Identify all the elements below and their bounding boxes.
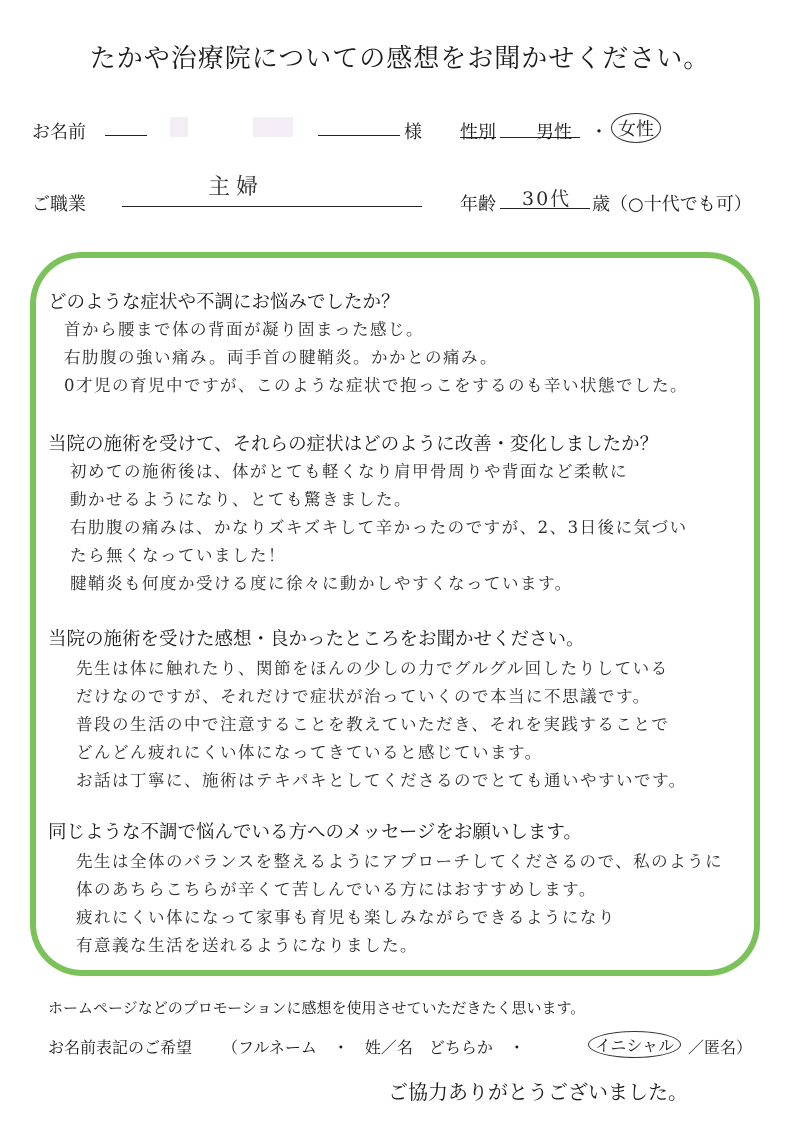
question-improvement: 当院の施術を受けて、それらの症状はどのように改善・変化しましたか？ [48,434,659,455]
answer-line: 先生は体に触れたり、関節をほんの少しの力でグルグル回したりしている [76,659,669,678]
answer-line: 初めての施術後は、体がとても軽くなり肩甲骨周りや背面など柔軟に [70,462,628,481]
answer-line: 先生は全体のバランスを整えるようにアプローチしてくださるので、私のように [76,852,724,871]
thanks-message: ご協力ありがとうございました。 [388,1080,688,1104]
answer-line: 0才児の育児中ですが、このような症状で抱っこをするのも辛い状態でした。 [64,376,688,395]
gender-label: 性別 [460,122,496,143]
answer-line: 右肋腹の痛みは、かなりズキズキして辛かったのですが、2、3日後に気づい [70,518,688,537]
gender-underline [500,137,580,138]
answer-line: 腱鞘炎も何度か受ける度に徐々に動かしやすくなっています。 [70,574,573,593]
gender-label-underline [460,137,496,138]
name-pref-label: お名前表記のご希望 [48,1038,193,1057]
gender-female-circled: 女性 [611,113,661,143]
answer-line: 有意義な生活を送れるようになりました。 [76,936,418,955]
occupation-label: ご職業 [32,194,86,215]
redaction-mark [170,117,188,137]
answer-line: 動かせるようになり、とても驚きました。 [70,490,412,509]
name-pref-anonymous: ／匿名） [688,1038,753,1057]
age-value: 30代 [522,188,572,210]
answer-line: 普段の生活の中で注意することを教えていただき、それを実践することで [76,715,670,734]
gender-separator: ・ [590,122,608,143]
answer-line: 体のあちらこちらが辛くて苦しんでいる方にはおすすめします。 [76,880,597,899]
age-label: 年齢 [460,194,496,215]
question-message: 同じような不調で悩んでいる方へのメッセージをお願いします。 [48,822,582,843]
answer-line: どんどん疲れにくい体になってきていると感じています。 [76,743,543,762]
occupation-underline [122,206,422,207]
age-underline [500,208,590,209]
question-symptoms: どのような症状や不調にお悩みでしたか？ [48,292,400,313]
answer-line: だけなのですが、それだけで症状が治っていくので本当に不思議です。 [76,687,651,706]
name-label: お名前 [32,122,86,143]
name-suffix: 様 [404,122,422,143]
name-underline-1 [105,135,147,136]
name-pref-options: （フルネーム ・ 姓／名 どちらか ・ [222,1038,525,1057]
answer-line: お話は丁寧に、施術はテキパキとしてくださるのでとても通いやすいです。 [76,771,687,790]
age-suffix: 歳（○十代でも可） [592,194,752,215]
name-underline-2 [318,135,400,136]
answer-line: 首から腰まで体の背面が凝り固まった感じ。 [64,320,424,339]
question-impressions: 当院の施術を受けた感想・良かったところをお聞かせください。 [48,629,585,650]
answer-line: たら無くなっていました！ [70,546,286,565]
answer-line: 疲れにくい体になって家事も育児も楽しみながらできるようになり [76,908,616,927]
answer-line: 右肋腹の強い痛み。両手首の腱鞘炎。かかとの痛み。 [64,348,498,367]
form-title: たかや治療院についての感想をお聞かせください。 [89,44,711,74]
occupation-value: 主婦 [208,175,265,200]
redaction-mark [253,117,293,137]
gender-male: 男性 [536,122,572,143]
promo-notice: ホームページなどのプロモーションに感想を使用させていただきたく思います。 [48,999,586,1017]
name-pref-initial-circled: イニシャル [588,1031,681,1058]
